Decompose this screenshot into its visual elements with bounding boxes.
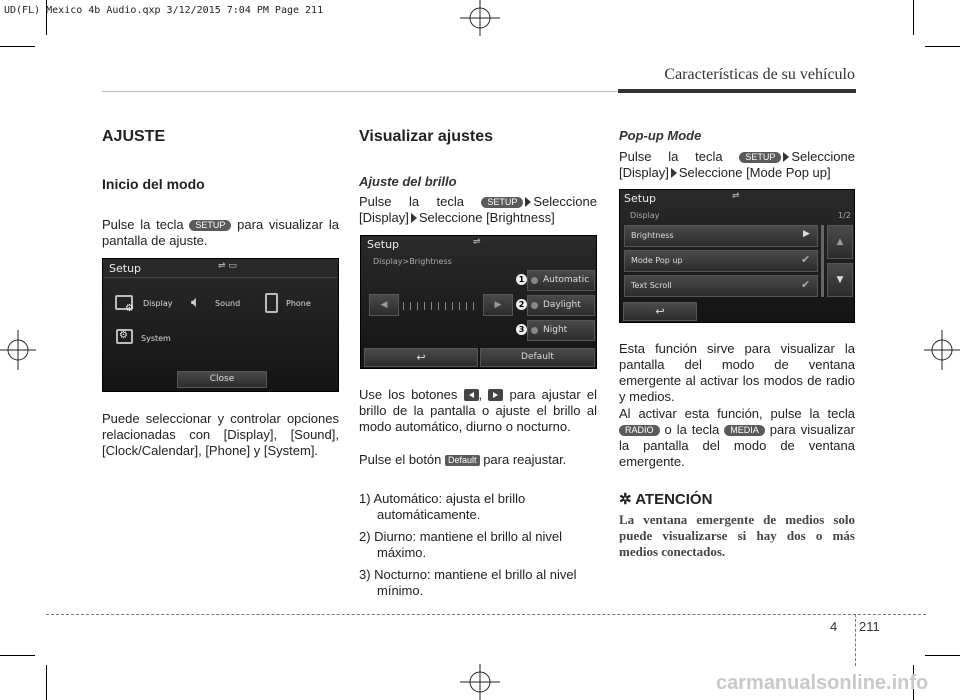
screen-title: Setup (367, 238, 400, 251)
brightness-screen (360, 235, 597, 369)
text: para visualizar la pantalla de ajuste. (102, 217, 339, 248)
list-item: 2) Diurno: mantiene el brillo al nivel máximo. (359, 529, 563, 560)
brightness-right-button[interactable]: ▶ (483, 294, 513, 316)
registration-mark-top (458, 0, 502, 36)
setup-screen (102, 258, 339, 392)
text: , (478, 387, 483, 402)
text: Seleccione [Display] (359, 194, 597, 225)
footer-rule (46, 614, 926, 615)
asterisk-icon: ✲ (619, 491, 632, 508)
radio-dot-icon (531, 302, 538, 309)
automatic-label: Automatic (543, 275, 590, 285)
number-badge: 3 (516, 324, 527, 335)
crop-mark (925, 46, 960, 47)
menu-system[interactable]: System (141, 334, 171, 343)
text-scroll-label: Text Scroll (631, 281, 672, 290)
chapter-number: 4 (830, 619, 838, 634)
registration-mark-left (0, 328, 36, 372)
usb-icon: ⇌ (732, 191, 740, 201)
speaker-icon: 🔈︎ (191, 292, 201, 311)
arrow-right-icon (671, 168, 677, 178)
usb-icon: ⇌ ▭ (218, 261, 237, 271)
section-heading-visualizar: Visualizar ajustes (359, 128, 493, 145)
subheading-inicio: Inicio del modo (102, 176, 205, 192)
text: Pulse la tecla (359, 194, 464, 209)
default-key: Default (445, 455, 480, 466)
arrow-right-icon (525, 197, 531, 207)
gear-icon: ⚙ (119, 330, 128, 341)
usb-icon: ⇌ (473, 237, 481, 247)
gear-icon: ⚙ (125, 303, 134, 314)
radio-dot-icon (531, 277, 538, 284)
number-badge: 2 (516, 299, 527, 310)
text: Seleccione [Display] (619, 149, 855, 180)
text: Use los botones (359, 387, 458, 402)
paragraph-inicio (102, 217, 339, 249)
brightness-label: Brightness (631, 231, 674, 240)
phone-icon (265, 293, 278, 313)
attention-heading (619, 490, 712, 508)
night-button[interactable] (527, 320, 595, 341)
paragraph-popup-desc: Esta función sirve para visualizar la pantalla del modo de ventana emergente al activar los modos de radio y medios. (619, 341, 855, 404)
head-rule-bold (618, 89, 856, 93)
brightness-item[interactable] (624, 225, 818, 247)
page-indicator: 1/2 (838, 211, 851, 220)
close-button[interactable]: Close (177, 371, 267, 388)
back-button[interactable]: ↩ (623, 302, 697, 321)
scroll-up-button[interactable]: ▲ (827, 225, 853, 259)
menu-phone[interactable]: Phone (286, 299, 311, 308)
crop-mark (46, 665, 47, 700)
crop-mark (0, 655, 35, 656)
paragraph-botones (359, 387, 597, 435)
paragraph-brillo-steps (359, 194, 597, 226)
menu-sound[interactable]: Sound (215, 299, 241, 308)
crop-mark (925, 655, 960, 656)
setup-key: SETUP (739, 152, 781, 163)
subheading-brillo: Ajuste del brillo (359, 174, 457, 189)
section-heading-ajuste: AJUSTE (102, 128, 166, 145)
mode-pop-up-item[interactable] (624, 250, 818, 272)
paragraph-opciones: Puede seleccionar y controlar opciones relacionadas con [Display], [Sound], [Clock/Calendar], [Phone] y [System]. (102, 411, 339, 458)
radio-key: RADIO (619, 425, 660, 436)
default-button[interactable]: Default (480, 348, 595, 367)
crop-mark (913, 0, 914, 35)
screen-divider (103, 277, 339, 278)
list-item: 3) Nocturno: mantiene el brillo al nivel mínimo. (359, 567, 577, 598)
watermark: carmanualsonline.info (716, 672, 929, 694)
print-header: UD(FL) Mexico 4b Audio.qxp 3/12/2015 7:04 PM Page 211 (4, 5, 324, 16)
setup-key: SETUP (481, 197, 523, 208)
setup-key: SETUP (189, 220, 231, 231)
screen-title: Setup (109, 262, 142, 275)
paragraph-popup-keys (619, 406, 855, 470)
scroll-down-button[interactable]: ▼ (827, 263, 853, 297)
brightness-left-button[interactable]: ◀ (369, 294, 399, 316)
text: Pulse la tecla (102, 217, 184, 232)
automatic-button[interactable] (527, 270, 595, 291)
check-icon: ✔ (801, 253, 811, 266)
number-badge: 1 (516, 274, 527, 285)
night-label: Night (543, 325, 568, 335)
play-icon: ▶ (803, 229, 810, 239)
right-arrow-key-icon (488, 389, 503, 401)
text: para visualizar la pantalla del modo de ventana emergente. (619, 422, 855, 469)
radio-dot-icon (531, 327, 538, 334)
head-rule (102, 91, 618, 92)
list-item: 1) Automático: ajusta el brillo automáticamente. (359, 491, 526, 522)
text: o la tecla (664, 422, 720, 437)
subheading-popup: Pop-up Mode (619, 128, 702, 143)
scrollbar[interactable] (821, 225, 824, 297)
registration-mark-right (924, 328, 960, 372)
brightness-slider[interactable] (403, 302, 479, 310)
attention-title: ATENCIÓN (635, 491, 713, 508)
registration-mark-bottom (458, 664, 502, 700)
brightness-modes-list (359, 491, 597, 605)
text: Al activar esta función, pulse la tecla (619, 406, 855, 421)
arrow-right-icon (783, 152, 789, 162)
text: para ajustar el brillo de la pantalla o ajuste el brillo al modo automático, diurno o nocturno. (359, 387, 597, 434)
attention-body: La ventana emergente de medios solo puede visualizarse si hay dos o más medios conectados. (619, 512, 855, 559)
screen-path: Display>Brightness (373, 257, 452, 266)
arrow-right-icon (411, 213, 417, 223)
left-arrow-key-icon (464, 389, 479, 401)
back-button[interactable]: ↩ (364, 348, 478, 367)
text: Pulse el botón (359, 452, 442, 467)
running-head: Características de su vehículo (664, 66, 855, 83)
daylight-button[interactable] (527, 295, 595, 316)
mode-pop-up-label: Mode Pop up (631, 256, 683, 265)
text: Seleccione [Mode Pop up] (678, 165, 831, 180)
daylight-label: Daylight (543, 300, 581, 310)
menu-display[interactable]: Display (143, 299, 173, 308)
display-screen (619, 189, 855, 323)
crop-mark (0, 46, 35, 47)
text: Pulse la tecla (619, 149, 723, 164)
check-icon: ✔ (801, 278, 811, 291)
screen-title: Setup (624, 192, 657, 205)
paragraph-popup-steps (619, 149, 855, 181)
footer-divider (855, 614, 856, 666)
text: para reajustar. (483, 452, 567, 467)
text: Seleccione [Brightness] (418, 210, 555, 225)
media-key: MEDIA (724, 425, 765, 436)
text-scroll-item[interactable] (624, 275, 818, 297)
page-number: 211 (859, 619, 880, 634)
screen-path: Display (630, 211, 660, 220)
paragraph-default (359, 452, 597, 468)
